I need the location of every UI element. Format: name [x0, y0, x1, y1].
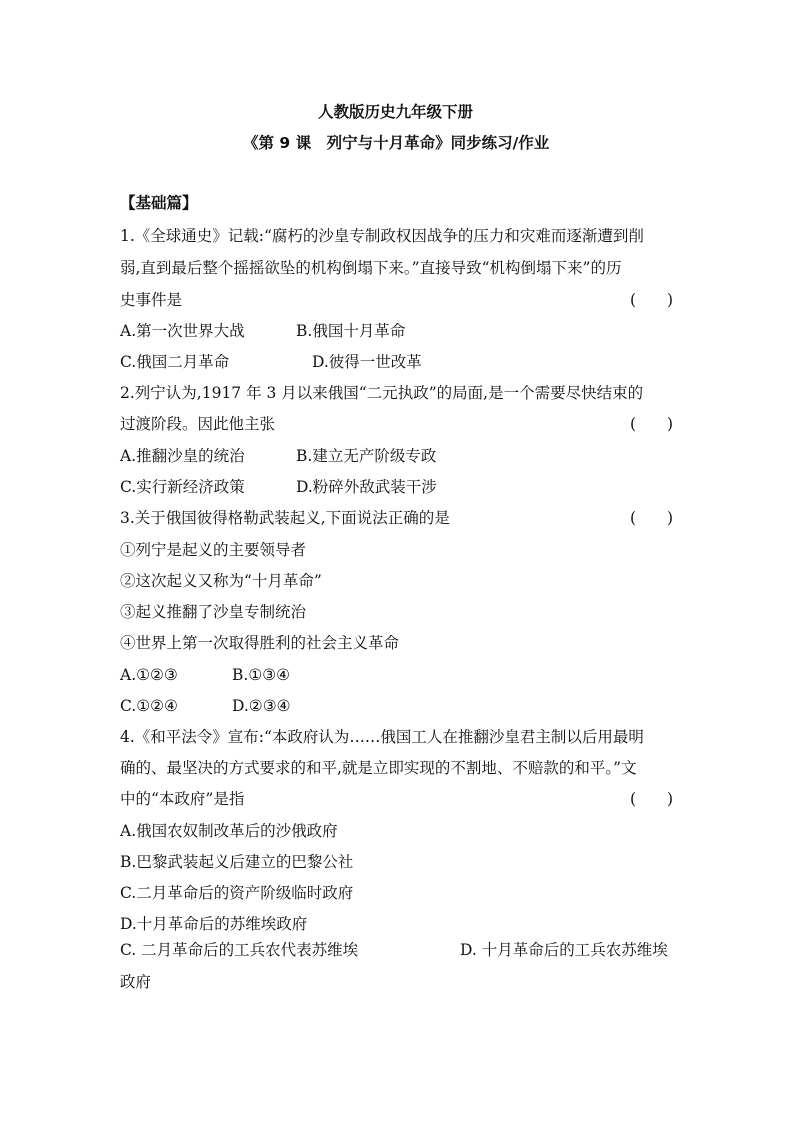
q3-option-b: B.①③④ — [232, 666, 291, 684]
q1-stem-line-1: 1.《全球通史》记载:“腐朽的沙皇专制政权因战争的压力和灾难而逐渐遭到削 — [120, 227, 644, 245]
q1-answer-blank: ( ) — [630, 291, 674, 309]
q4-answer-blank: ( ) — [630, 790, 674, 808]
q1-stem-line-3: 史事件是 — [120, 291, 183, 309]
q3-statement-3: ③起义推翻了沙皇专制统治 — [120, 603, 307, 621]
q2-answer-blank: ( ) — [630, 415, 674, 433]
q2-stem-line-2: 过渡阶段。因此他主张 — [120, 415, 276, 433]
extra-option-d: D. 十月革命后的工兵农苏维埃 — [460, 941, 668, 959]
q3-statement-4: ④世界上第一次取得胜利的社会主义革命 — [120, 634, 400, 652]
q3-stem-line-1: 3.关于俄国彼得格勒武装起义,下面说法正确的是 — [120, 509, 450, 527]
q4-stem-line-1: 4.《和平法令》宣布:“本政府认为……俄国工人在推翻沙皇君主制以后用最明 — [120, 728, 644, 746]
q4-option-a: A.俄国农奴制改革后的沙俄政府 — [120, 822, 338, 840]
q3-answer-blank: ( ) — [630, 509, 674, 527]
q2-option-b: B.建立无产阶级专政 — [296, 447, 437, 465]
q2-option-d: D.粉碎外敌武装干涉 — [296, 478, 437, 496]
q3-statement-2: ②这次起义又称为“十月革命” — [120, 572, 322, 590]
q3-option-c: C.①②④ — [120, 697, 178, 715]
section-heading: 【基础篇】 — [120, 194, 198, 212]
q1-option-b: B.俄国十月革命 — [296, 322, 406, 340]
extra-option-d-continued: 政府 — [120, 973, 152, 991]
q4-option-c: C.二月革命后的资产阶级临时政府 — [120, 884, 354, 902]
q3-statement-1: ①列宁是起义的主要领导者 — [120, 541, 307, 559]
q2-option-c: C.实行新经济政策 — [120, 478, 245, 496]
q1-option-d: D.彼得一世改革 — [312, 353, 422, 371]
lesson-subtitle: 《第 9 课 列宁与十月革命》同步练习/作业 — [243, 134, 550, 152]
q3-option-a: A.①②③ — [120, 666, 178, 684]
q1-option-c: C.俄国二月革命 — [120, 353, 230, 371]
q3-option-d: D.②③④ — [232, 697, 291, 715]
q1-stem-line-2: 弱,直到最后整个摇摇欲坠的机构倒塌下来。”直接导致“机构倒塌下来”的历 — [120, 259, 622, 277]
extra-option-c: C. 二月革命后的工兵农代表苏维埃 — [120, 941, 359, 959]
q4-option-b: B.巴黎武装起义后建立的巴黎公社 — [120, 853, 354, 871]
q2-stem-line-1: 2.列宁认为,1917 年 3 月以来俄国“二元执政”的局面,是一个需要尽快结束的 — [120, 384, 644, 402]
q1-option-a: A.第一次世界大战 — [120, 322, 245, 340]
q4-stem-line-3: 中的“本政府”是指 — [120, 790, 245, 808]
page-title: 人教版历史九年级下册 — [318, 103, 474, 121]
q2-option-a: A.推翻沙皇的统治 — [120, 447, 245, 465]
q4-stem-line-2: 确的、最坚决的方式要求的和平,就是立即实现的不割地、不赔款的和平。”文 — [120, 759, 637, 777]
q4-option-d: D.十月革命后的苏维埃政府 — [120, 915, 308, 933]
